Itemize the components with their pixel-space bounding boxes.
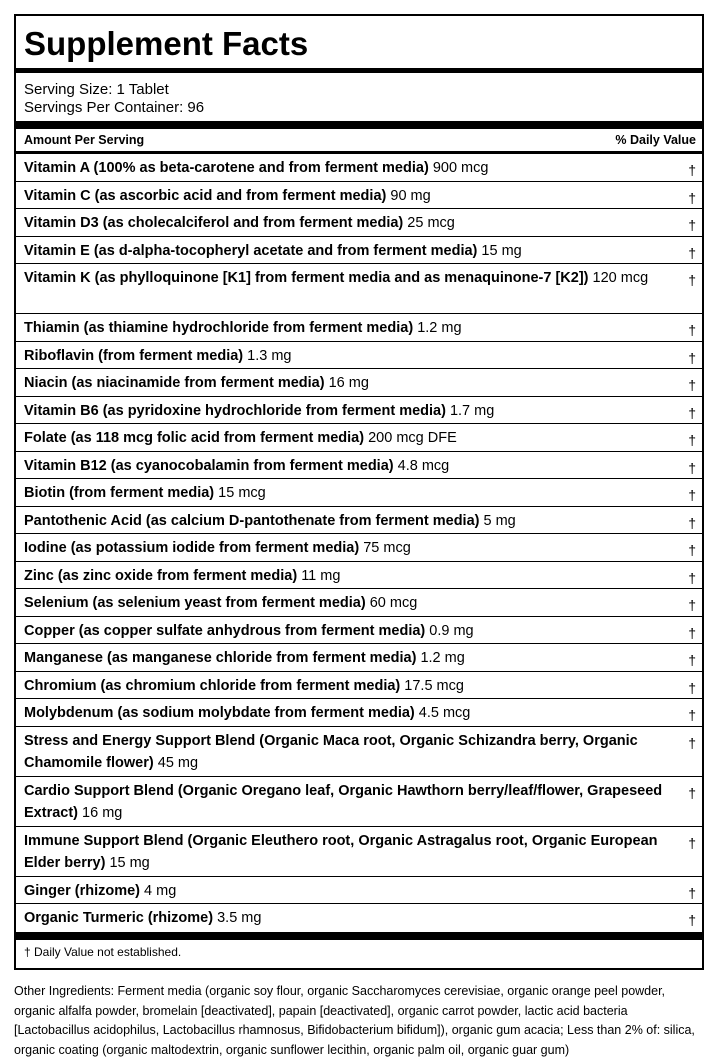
nutrient-amount: 5 mg <box>483 512 516 529</box>
nutrient-text <box>24 537 682 559</box>
daily-value-dagger: † <box>688 624 696 641</box>
nutrient-row <box>16 644 702 672</box>
nutrient-amount: 25 mcg <box>407 215 455 231</box>
nutrient-amount: 4.5 mcg <box>418 705 471 721</box>
nutrient-text <box>24 647 682 669</box>
nutrient-amount: 16 mg <box>328 375 369 391</box>
daily-value-dagger: † <box>688 322 696 338</box>
nutrient-amount: 60 mcg <box>369 595 418 611</box>
nutrient-text <box>24 212 682 234</box>
nutrient-name: Vitamin D3 (as cholecalciferol and from ferment media) <box>24 215 404 231</box>
nutrient-name: Copper (as copper sulfate anhydrous from ferment media) <box>24 622 426 639</box>
daily-value-dagger: † <box>688 734 696 751</box>
nutrient-row <box>16 562 702 590</box>
daily-value-dagger: † <box>688 272 696 288</box>
supplement-facts-panel <box>14 14 704 970</box>
daily-value-dagger: † <box>688 707 696 723</box>
nutrient-text <box>24 400 682 422</box>
nutrient-amount: 200 mcg DFE <box>368 430 457 446</box>
nutrient-amount: 15 mg <box>481 242 522 259</box>
nutrient-name: Vitamin A (100% as beta-carotene and from ferment media) <box>24 160 429 176</box>
nutrient-text <box>24 907 682 929</box>
nutrient-row <box>16 342 702 370</box>
nutrient-text <box>24 345 682 367</box>
nutrient-row <box>16 777 702 827</box>
nutrient-row <box>16 154 702 182</box>
nutrient-row <box>16 534 702 562</box>
nutrient-row <box>16 727 702 777</box>
nutrient-text <box>24 510 682 532</box>
nutrient-text <box>24 240 682 262</box>
table-header <box>16 129 702 154</box>
nutrient-amount: 75 mcg <box>363 540 411 556</box>
nutrient-amount: 1.7 mg <box>449 402 495 419</box>
nutrient-amount: 900 mcg <box>432 160 489 176</box>
daily-value-dagger: † <box>688 597 696 613</box>
nutrient-text <box>24 730 682 774</box>
nutrient-text <box>24 675 682 697</box>
nutrient-text <box>24 427 682 449</box>
nutrient-row <box>16 369 702 397</box>
daily-value-dagger: † <box>688 377 696 393</box>
nutrient-text <box>24 702 682 724</box>
nutrient-text <box>24 780 682 824</box>
nutrient-row <box>16 617 702 645</box>
nutrient-text <box>24 372 682 394</box>
nutrient-amount: 1.3 mg <box>247 347 292 364</box>
nutrient-name: Manganese (as manganese chloride from ferment media) <box>24 650 417 666</box>
daily-value-dagger: † <box>688 244 696 261</box>
nutrient-row <box>16 314 702 342</box>
daily-value-dagger: † <box>688 569 696 586</box>
nutrient-amount: 1.2 mg <box>417 320 462 336</box>
nutrient-row <box>16 507 702 535</box>
nutrient-row <box>16 479 702 507</box>
footnote: † Daily Value not established. <box>24 944 182 959</box>
nutrient-text <box>24 830 682 874</box>
daily-value-dagger: † <box>688 542 696 558</box>
nutrient-row <box>16 424 702 452</box>
daily-value-dagger: † <box>688 459 696 476</box>
divider-heavy-bottom <box>16 932 702 940</box>
nutrient-amount: 17.5 mcg <box>404 677 464 694</box>
nutrient-row <box>16 264 702 314</box>
daily-value-dagger: † <box>688 349 696 366</box>
amount-per-serving-label: Amount Per Serving <box>24 133 145 147</box>
other-ingredients: Other Ingredients: Ferment media (organic soy flour, organic Saccharomyces cerevisiae, organic orange peel powder, organic alfalfa powder, bromelain [deactivated], papain [deactivated], organic carrot powder, lactic acid bacteria [Lactobacillus acidophilus, Lactobacillus rhamnosus, Bifidobacterium bifidum]), organic gum acacia; Less than 2% of: silica, organic coating (organic maltodextrin, organic sunflower lecithin, organic palm oil, organic guar gum) <box>14 984 695 1057</box>
nutrient-amount: 4 mg <box>144 882 177 899</box>
nutrient-row <box>16 397 702 425</box>
nutrient-name: Thiamin (as thiamine hydrochloride from ferment media) <box>24 320 414 336</box>
daily-value-dagger: † <box>688 834 696 851</box>
nutrient-name: Immune Support Blend (Organic Eleuthero root, Organic Astragalus root, Organic European Elder berry) <box>24 832 658 871</box>
nutrient-amount: 0.9 mg <box>429 622 474 639</box>
nutrient-amount: 90 mg <box>390 187 431 204</box>
nutrient-amount: 15 mg <box>109 854 150 871</box>
nutrient-text <box>24 592 682 614</box>
daily-value-dagger: † <box>688 217 696 233</box>
daily-value-label: % Daily Value <box>615 133 696 147</box>
nutrient-text <box>24 880 682 902</box>
nutrient-name: Ginger (rhizome) <box>24 882 141 899</box>
servings-per-container: Servings Per Container: 96 <box>24 99 205 116</box>
nutrient-amount: 3.5 mg <box>217 910 262 926</box>
nutrient-name: Zinc (as zinc oxide from ferment media) <box>24 567 298 584</box>
nutrient-text <box>24 157 682 179</box>
nutrient-row <box>16 237 702 265</box>
daily-value-dagger: † <box>688 884 696 901</box>
nutrient-name: Selenium (as selenium yeast from ferment media) <box>24 595 366 611</box>
nutrient-name: Iodine (as potassium iodide from ferment media) <box>24 540 360 556</box>
nutrient-row <box>16 209 702 237</box>
nutrient-name: Vitamin K (as phylloquinone [K1] from ferment media and as menaquinone-7 [K2]) <box>24 270 589 286</box>
nutrient-text <box>24 482 682 504</box>
nutrient-amount: 1.2 mg <box>420 650 465 666</box>
divider-heavy <box>16 121 702 129</box>
nutrient-text <box>24 317 682 339</box>
nutrient-name: Chromium (as chromium chloride from ferment media) <box>24 677 401 694</box>
serving-info <box>16 73 702 121</box>
daily-value-dagger: † <box>688 162 696 178</box>
nutrient-name: Vitamin B6 (as pyridoxine hydrochloride from ferment media) <box>24 402 446 419</box>
nutrient-name: Pantothenic Acid (as calcium D-pantothenate from ferment media) <box>24 512 480 529</box>
nutrient-text <box>24 185 682 207</box>
daily-value-dagger: † <box>688 784 696 801</box>
nutrient-text <box>24 620 682 642</box>
daily-value-dagger: † <box>688 912 696 928</box>
nutrient-name: Riboflavin (from ferment media) <box>24 347 244 364</box>
nutrient-amount: 11 mg <box>301 567 341 584</box>
daily-value-dagger: † <box>688 432 696 448</box>
daily-value-dagger: † <box>688 679 696 696</box>
daily-value-dagger: † <box>688 189 696 206</box>
nutrient-text <box>24 267 682 289</box>
nutrient-amount: 120 mcg <box>592 270 649 286</box>
nutrient-row <box>16 827 702 877</box>
daily-value-dagger: † <box>688 404 696 421</box>
nutrient-amount: 16 mg <box>82 804 123 821</box>
daily-value-dagger: † <box>688 487 696 503</box>
nutrient-name: Vitamin B12 (as cyanocobalamin from ferment media) <box>24 457 394 474</box>
nutrient-name: Vitamin E (as d-alpha-tocopheryl acetate and from ferment media) <box>24 242 478 259</box>
nutrient-name: Cardio Support Blend (Organic Oregano leaf, Organic Hawthorn berry/leaf/flower, Grapeseed Extract) <box>24 782 663 821</box>
nutrient-amount: 4.8 mcg <box>397 457 450 474</box>
nutrient-row <box>16 904 702 932</box>
nutrient-text <box>24 455 682 477</box>
nutrient-name: Organic Turmeric (rhizome) <box>24 910 214 926</box>
nutrient-text <box>24 565 682 587</box>
nutrient-amount: 15 mcg <box>218 485 266 501</box>
nutrient-name: Niacin (as niacinamide from ferment media) <box>24 375 325 391</box>
nutrient-name: Folate (as 118 mcg folic acid from ferment media) <box>24 430 365 446</box>
nutrient-row <box>16 672 702 700</box>
nutrient-amount: 45 mg <box>157 754 199 771</box>
daily-value-dagger: † <box>688 652 696 668</box>
nutrient-row <box>16 589 702 617</box>
serving-size: Serving Size: 1 Tablet <box>24 81 169 98</box>
nutrient-row <box>16 182 702 210</box>
nutrient-name: Molybdenum (as sodium molybdate from ferment media) <box>24 705 415 721</box>
nutrient-row <box>16 877 702 905</box>
panel-title: Supplement Facts <box>24 25 309 62</box>
nutrient-row <box>16 699 702 727</box>
nutrient-name: Vitamin C (as ascorbic acid and from ferment media) <box>24 187 387 204</box>
nutrient-name: Biotin (from ferment media) <box>24 485 215 501</box>
daily-value-dagger: † <box>688 514 696 531</box>
nutrient-list <box>16 154 702 932</box>
nutrient-name: Stress and Energy Support Blend (Organic Maca root, Organic Schizandra berry, Organic Chamomile flower) <box>24 732 638 771</box>
nutrient-row <box>16 452 702 480</box>
